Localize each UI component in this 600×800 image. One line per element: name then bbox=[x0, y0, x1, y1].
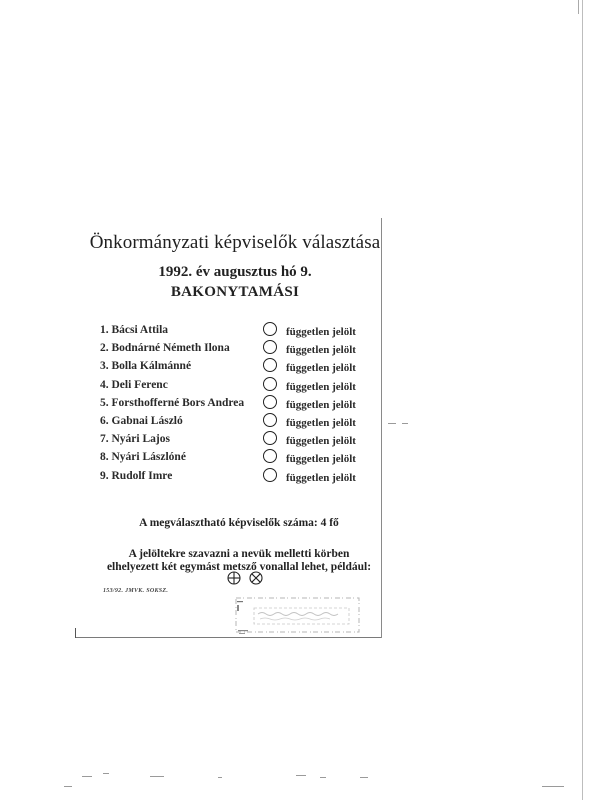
candidate-row bbox=[100, 431, 370, 449]
candidate-status: független jelölt bbox=[286, 435, 356, 448]
candidate-number: 5. bbox=[100, 396, 109, 409]
vote-circle[interactable] bbox=[263, 468, 277, 482]
candidate-status: független jelölt bbox=[286, 416, 356, 429]
scan-dash bbox=[296, 775, 306, 776]
scan-dash bbox=[82, 776, 92, 777]
candidate-full-name: Rudolf Imre bbox=[111, 469, 173, 482]
candidate-name bbox=[100, 342, 230, 354]
scan-dash bbox=[64, 786, 72, 787]
voting-instruction-line2: elhelyezett két egymást metsző vonallal lehet, például: bbox=[106, 561, 372, 573]
scan-dash bbox=[542, 786, 564, 787]
candidate-row bbox=[100, 377, 370, 395]
vote-circle[interactable] bbox=[263, 449, 277, 463]
print-reference: 153/92. JMVK. SOKSZ. bbox=[103, 588, 169, 594]
circle-plus-icon bbox=[228, 572, 240, 584]
candidate-name bbox=[100, 397, 244, 409]
candidate-name bbox=[100, 360, 191, 372]
candidate-list bbox=[100, 322, 370, 486]
candidate-name bbox=[100, 415, 183, 427]
candidate-name bbox=[100, 470, 172, 482]
circle-x-icon bbox=[250, 572, 262, 584]
candidate-number: 6. bbox=[100, 414, 109, 427]
candidate-name bbox=[100, 324, 168, 336]
candidate-number: 9. bbox=[100, 469, 109, 482]
scan-edge-line bbox=[582, 0, 583, 800]
candidate-number: 8. bbox=[100, 451, 109, 464]
scan-dash bbox=[218, 777, 222, 778]
vote-circle[interactable] bbox=[263, 340, 277, 354]
ballot-right-border bbox=[381, 218, 382, 638]
candidate-full-name: Bodnárné Németh Ilona bbox=[111, 342, 230, 355]
candidate-row bbox=[100, 395, 370, 413]
vote-circle[interactable] bbox=[263, 358, 277, 372]
ballot-left-tick bbox=[75, 628, 76, 638]
candidate-number: 7. bbox=[100, 433, 109, 446]
vote-circle[interactable] bbox=[263, 322, 277, 336]
vote-circle[interactable] bbox=[263, 413, 277, 427]
candidate-row bbox=[100, 413, 370, 431]
candidate-row bbox=[100, 449, 370, 467]
candidate-row bbox=[100, 358, 370, 376]
candidate-row bbox=[100, 468, 370, 486]
example-marks bbox=[226, 570, 266, 586]
candidate-status: független jelölt bbox=[286, 398, 356, 411]
candidate-status: független jelölt bbox=[286, 344, 356, 357]
scan-dash bbox=[388, 423, 396, 424]
candidate-status: független jelölt bbox=[286, 380, 356, 393]
election-place: BAKONYTAMÁSI bbox=[170, 284, 300, 300]
candidate-number: 4. bbox=[100, 378, 109, 391]
scan-dash bbox=[320, 777, 326, 778]
candidate-row bbox=[100, 340, 370, 358]
ballot-title: Önkormányzati képviselők választása bbox=[89, 232, 381, 253]
candidate-number: 2. bbox=[100, 342, 109, 355]
candidate-row bbox=[100, 322, 370, 340]
scan-dash bbox=[402, 423, 408, 424]
candidate-name bbox=[100, 433, 170, 445]
seats-count-text: A megválasztható képviselők száma: 4 fő bbox=[139, 517, 339, 529]
scan-dash bbox=[103, 773, 109, 774]
candidate-full-name: Deli Ferenc bbox=[111, 378, 168, 391]
scan-dash bbox=[150, 776, 164, 777]
candidate-name bbox=[100, 451, 186, 463]
scan-edge-mark bbox=[578, 0, 579, 14]
candidate-name bbox=[100, 379, 168, 391]
candidate-number: 3. bbox=[100, 360, 109, 373]
vote-circle[interactable] bbox=[263, 377, 277, 391]
vote-circle[interactable] bbox=[263, 395, 277, 409]
candidate-status: független jelölt bbox=[286, 362, 356, 375]
voting-instruction-line1: A jelöltekre szavazni a nevük melletti körben bbox=[128, 548, 350, 560]
candidate-full-name: Gabnai László bbox=[111, 414, 183, 427]
election-date: 1992. év augusztus hó 9. bbox=[158, 264, 312, 280]
candidate-full-name: Bolla Kálmánné bbox=[111, 360, 192, 373]
candidate-status: független jelölt bbox=[286, 453, 356, 466]
candidate-number: 1. bbox=[100, 324, 109, 336]
candidate-full-name: Bácsi Attila bbox=[111, 324, 169, 336]
candidate-full-name: Nyári Lászlóné bbox=[111, 451, 186, 464]
official-stamp bbox=[234, 596, 361, 636]
candidate-full-name: Forsthofferné Bors Andrea bbox=[111, 396, 245, 409]
candidate-status: független jelölt bbox=[286, 471, 356, 484]
candidate-full-name: Nyári Lajos bbox=[111, 433, 170, 446]
candidate-status: független jelölt bbox=[286, 326, 356, 338]
vote-circle[interactable] bbox=[263, 431, 277, 445]
ballot-bottom-border bbox=[75, 637, 381, 638]
scan-dash bbox=[360, 777, 368, 778]
